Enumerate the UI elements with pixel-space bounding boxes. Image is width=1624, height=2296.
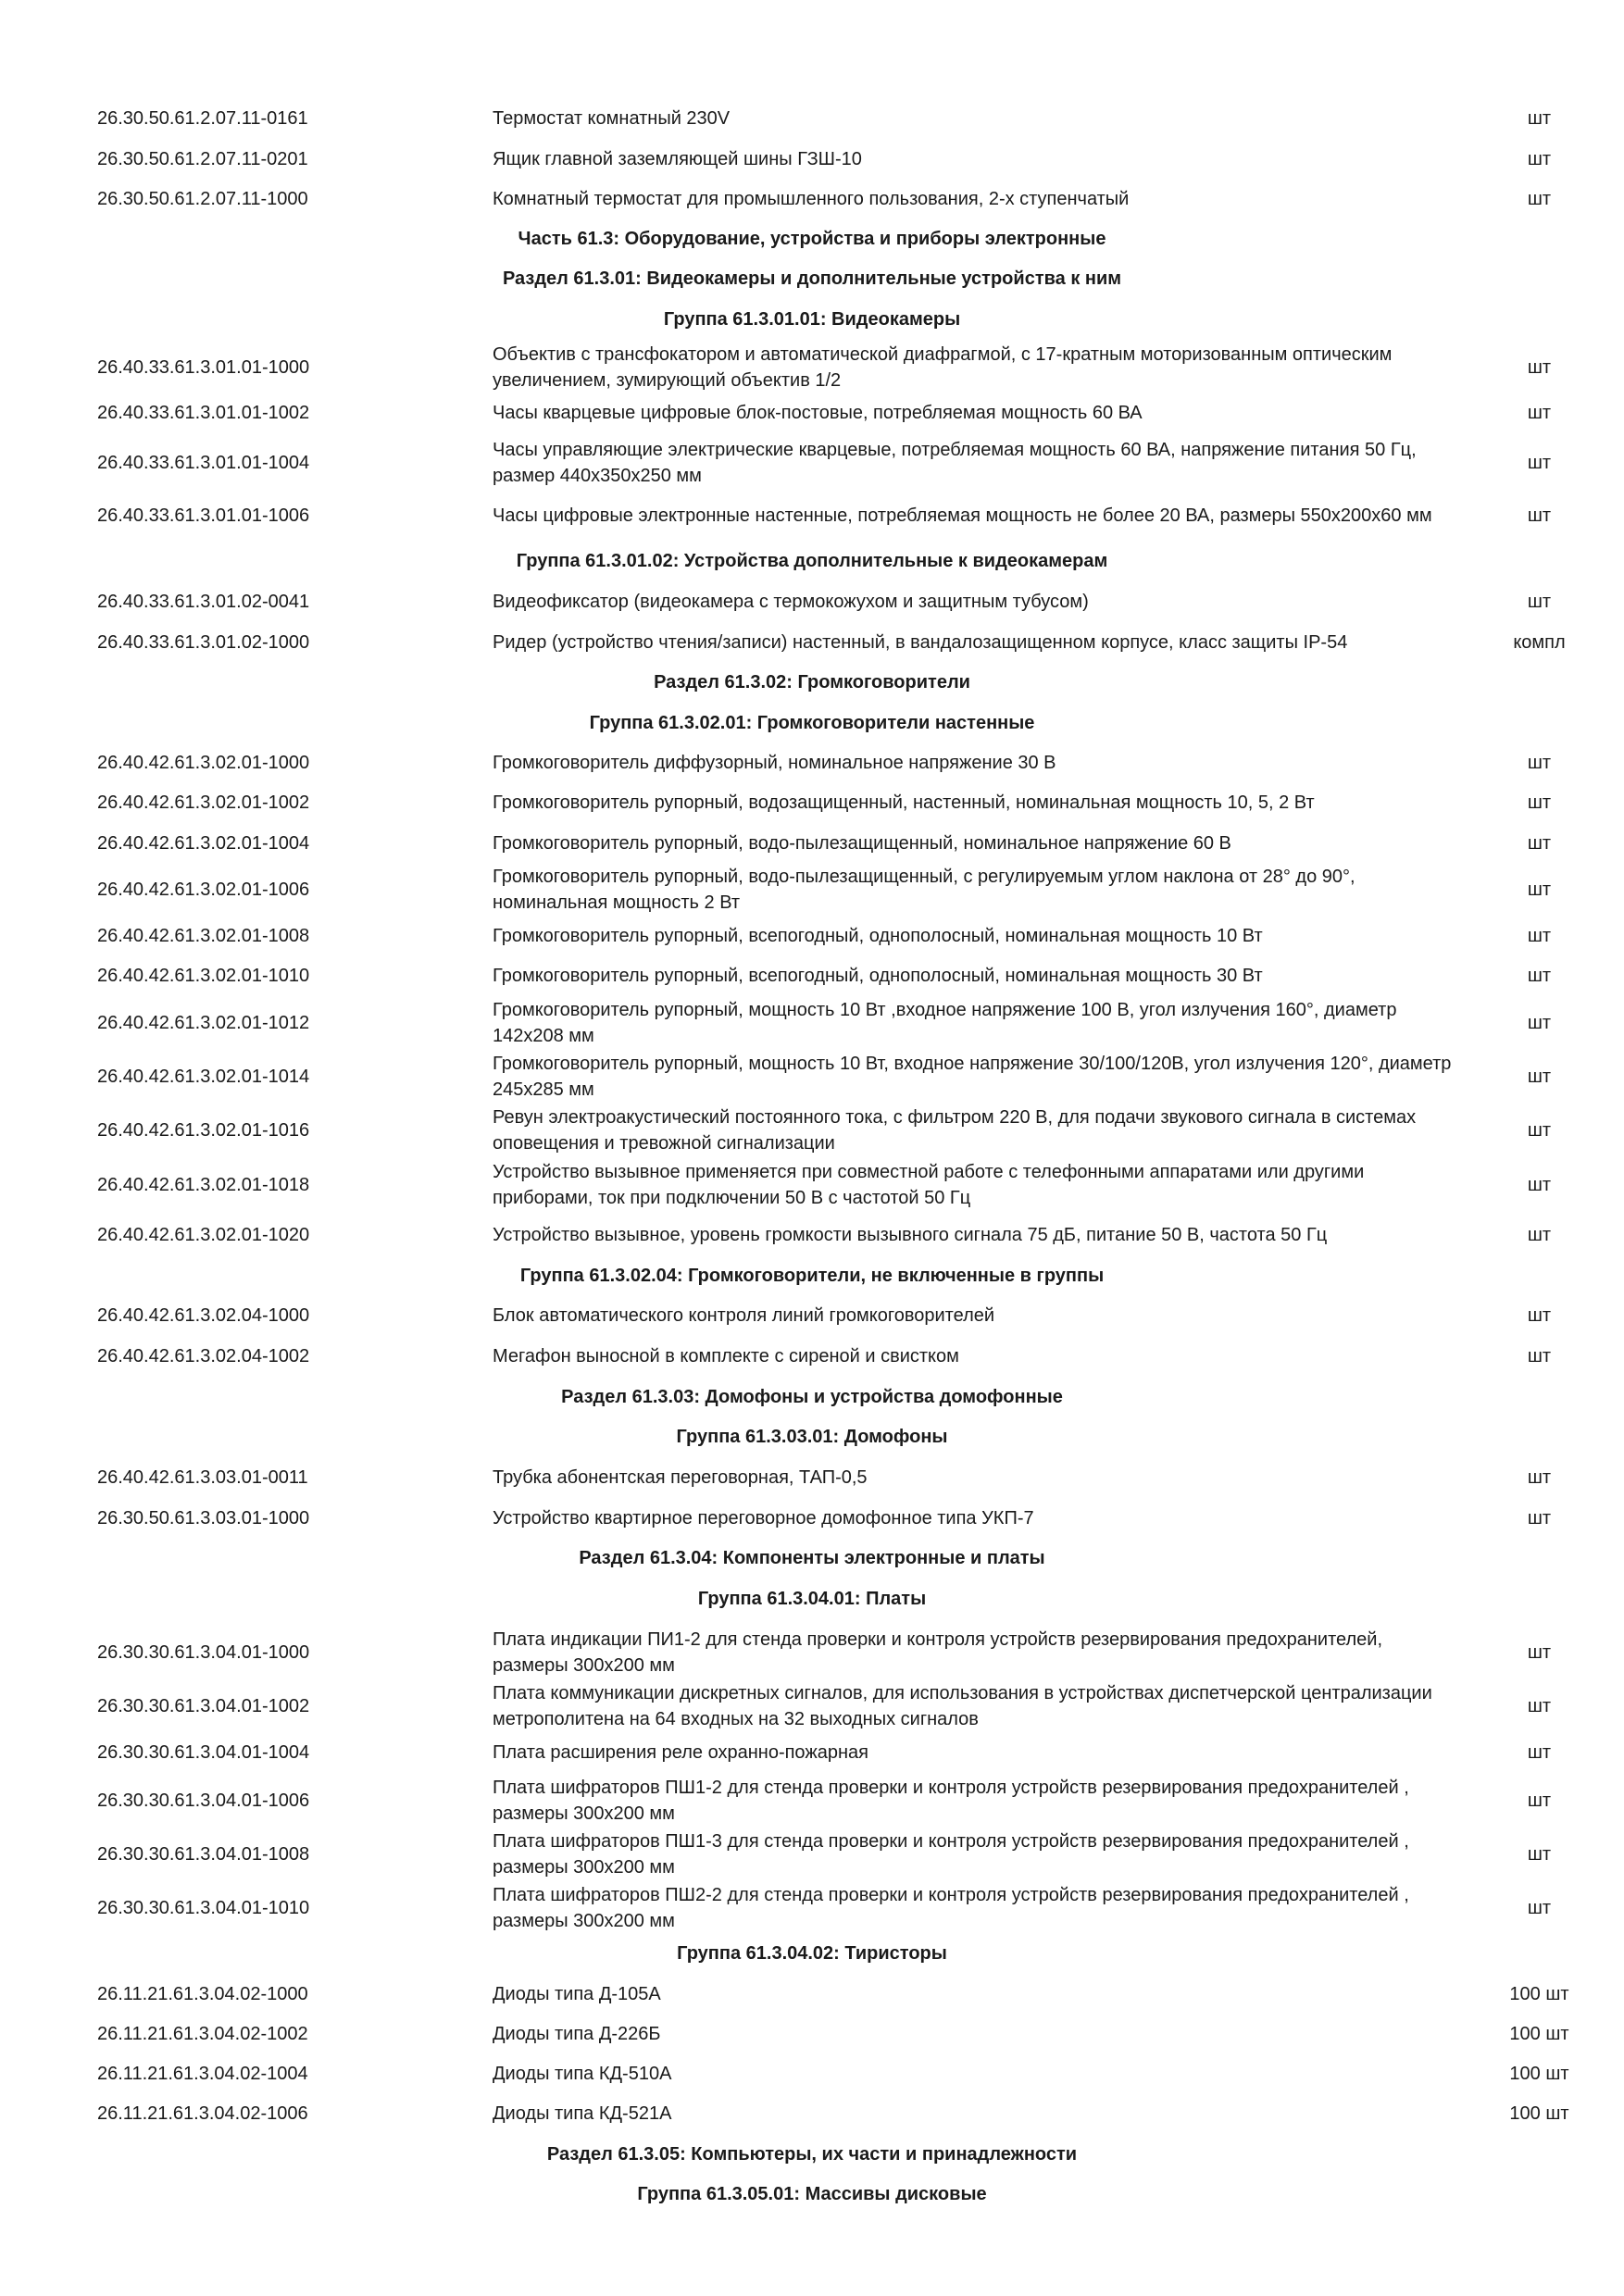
group-heading: Группа 61.3.03.01: Домофоны bbox=[676, 1426, 948, 1447]
item-description bbox=[493, 1626, 1455, 1679]
item-unit-text: шт bbox=[1527, 966, 1552, 986]
item-code-text: 26.11.21.61.3.04.02-1000 bbox=[97, 1984, 308, 2004]
item-description bbox=[493, 1050, 1455, 1104]
table-row bbox=[0, 1050, 1624, 1104]
item-unit-text: 100 шт bbox=[1509, 2064, 1569, 2084]
item-code bbox=[97, 628, 309, 657]
item-code bbox=[97, 1158, 309, 1212]
item-code bbox=[97, 996, 309, 1050]
item-code-text: 26.11.21.61.3.04.02-1006 bbox=[97, 2103, 308, 2124]
item-unit bbox=[1472, 489, 1606, 543]
item-code bbox=[97, 436, 309, 490]
item-unit bbox=[1472, 1679, 1606, 1733]
item-code bbox=[97, 748, 309, 778]
item-unit bbox=[1472, 144, 1606, 174]
item-unit-text: шт bbox=[1527, 403, 1552, 423]
item-code bbox=[97, 961, 309, 991]
item-unit bbox=[1472, 1504, 1606, 1533]
item-code bbox=[97, 184, 308, 214]
table-row bbox=[0, 961, 1624, 991]
item-description-text: Мегафон выносной в комплекте с сиреной и свистком bbox=[493, 1346, 959, 1366]
item-code bbox=[97, 144, 308, 174]
item-unit-text: шт bbox=[1527, 1642, 1552, 1663]
item-unit bbox=[1472, 341, 1606, 394]
item-code-text: 26.40.33.61.3.01.01-1006 bbox=[97, 505, 310, 526]
item-unit bbox=[1472, 1050, 1606, 1104]
item-unit bbox=[1472, 1979, 1606, 2009]
item-unit bbox=[1472, 184, 1606, 214]
item-code-text: 26.40.42.61.3.02.01-1002 bbox=[97, 792, 310, 813]
item-description bbox=[493, 1979, 1455, 2009]
item-description-text: Диоды типа Д-105А bbox=[493, 1984, 661, 2004]
item-description-text: Часы цифровые электронные настенные, потребляемая мощность не более 20 ВА, размеры 550х200х60 мм bbox=[493, 505, 1432, 526]
item-description bbox=[493, 1738, 1455, 1767]
table-row bbox=[0, 184, 1624, 214]
table-row bbox=[0, 1104, 1624, 1157]
item-code-text: 26.40.42.61.3.02.01-1012 bbox=[97, 1013, 310, 1033]
table-row bbox=[0, 829, 1624, 858]
item-code-text: 26.30.30.61.3.04.01-1010 bbox=[97, 1898, 310, 1918]
item-code bbox=[97, 489, 309, 543]
group-heading: Группа 61.3.01.01: Видеокамеры bbox=[663, 308, 961, 330]
item-unit-text: шт bbox=[1527, 1898, 1552, 1918]
item-unit-text: шт bbox=[1527, 1013, 1552, 1033]
item-code-text: 26.30.30.61.3.04.01-1006 bbox=[97, 1791, 310, 1811]
table-row bbox=[0, 2099, 1624, 2128]
table-row bbox=[0, 341, 1624, 394]
item-description bbox=[493, 2019, 1455, 2049]
item-description-text: Громкоговоритель рупорный, водо-пылезащищенный, номинальное напряжение 60 В bbox=[493, 833, 1231, 854]
item-unit bbox=[1472, 436, 1606, 490]
table-row bbox=[0, 144, 1624, 174]
table-row bbox=[0, 1158, 1624, 1212]
table-row bbox=[0, 2059, 1624, 2089]
item-unit-text: шт bbox=[1527, 1467, 1552, 1488]
table-row bbox=[0, 1828, 1624, 1881]
item-description bbox=[493, 788, 1455, 817]
item-description bbox=[493, 1774, 1455, 1828]
table-row bbox=[0, 587, 1624, 617]
item-unit bbox=[1472, 1341, 1606, 1371]
item-description-text: Плата шифраторов ПШ1-3 для стенда проверки и контроля устройств резервирования предохранителей , размеры 300х200 мм bbox=[493, 1831, 1409, 1878]
item-unit bbox=[1472, 748, 1606, 778]
item-unit-text: шт bbox=[1527, 1225, 1552, 1245]
item-unit-text: шт bbox=[1527, 1742, 1552, 1763]
table-row bbox=[0, 1774, 1624, 1828]
item-code-text: 26.30.30.61.3.04.01-1008 bbox=[97, 1844, 310, 1865]
item-description bbox=[493, 1828, 1455, 1881]
item-unit-text: шт bbox=[1527, 149, 1552, 169]
item-description bbox=[493, 996, 1455, 1050]
item-description bbox=[493, 1158, 1455, 1212]
item-description bbox=[493, 748, 1455, 778]
item-code bbox=[97, 587, 309, 617]
item-unit-text: шт bbox=[1527, 505, 1552, 526]
item-unit-text: шт bbox=[1527, 1346, 1552, 1366]
item-description-text: Громкоговоритель рупорный, мощность 10 Вт, входное напряжение 30/100/120В, угол излучения 120°, диаметр 245х285 мм bbox=[493, 1054, 1452, 1100]
item-code bbox=[97, 1881, 309, 1935]
item-description bbox=[493, 2059, 1455, 2089]
item-unit-text: шт bbox=[1527, 833, 1552, 854]
item-code bbox=[97, 341, 309, 394]
item-code-text: 26.40.42.61.3.02.01-1020 bbox=[97, 1225, 310, 1245]
table-row bbox=[0, 628, 1624, 657]
table-row bbox=[0, 489, 1624, 543]
section-heading: Раздел 61.3.04: Компоненты электронные и платы bbox=[579, 1547, 1045, 1568]
table-row bbox=[0, 863, 1624, 917]
table-row bbox=[0, 398, 1624, 428]
table-row bbox=[0, 2019, 1624, 2049]
item-code-text: 26.40.42.61.3.02.01-1016 bbox=[97, 1120, 310, 1141]
item-unit bbox=[1472, 1828, 1606, 1881]
section-heading: Раздел 61.3.05: Компьютеры, их части и принадлежности bbox=[546, 2143, 1078, 2165]
table-row bbox=[0, 748, 1624, 778]
item-description-text: Объектив с трансфокатором и автоматической диафрагмой, с 17-кратным моторизованным оптическим увеличением, зумирующий объектив 1/2 bbox=[493, 344, 1393, 391]
item-code-text: 26.30.50.61.2.07.11-1000 bbox=[97, 189, 308, 209]
item-code bbox=[97, 1679, 309, 1733]
item-unit-text: 100 шт bbox=[1509, 1984, 1569, 2004]
item-description bbox=[493, 863, 1455, 917]
item-unit-text: шт bbox=[1527, 926, 1552, 946]
item-code bbox=[97, 1774, 309, 1828]
item-description bbox=[493, 489, 1455, 543]
item-unit bbox=[1472, 2099, 1606, 2128]
item-code bbox=[97, 1504, 309, 1533]
item-code-text: 26.30.50.61.2.07.11-0201 bbox=[97, 149, 308, 169]
item-unit bbox=[1472, 829, 1606, 858]
item-code-text: 26.40.42.61.3.02.01-1000 bbox=[97, 753, 310, 773]
item-code bbox=[97, 2099, 308, 2128]
item-unit bbox=[1472, 104, 1606, 133]
item-code-text: 26.11.21.61.3.04.02-1002 bbox=[97, 2024, 308, 2044]
group-heading: Группа 61.3.01.02: Устройства дополнительные к видеокамерам bbox=[516, 550, 1108, 571]
item-unit-text: шт bbox=[1527, 880, 1552, 900]
item-description-text: Диоды типа КД-521А bbox=[493, 2103, 672, 2124]
section-heading: Раздел 61.3.03: Домофоны и устройства домофонные bbox=[561, 1386, 1063, 1407]
table-row bbox=[0, 1463, 1624, 1492]
table-row bbox=[0, 1881, 1624, 1935]
part-heading: Часть 61.3: Оборудование, устройства и приборы электронные bbox=[518, 228, 1106, 249]
group-heading: Группа 61.3.02.01: Громкоговорители настенные bbox=[589, 712, 1035, 733]
item-code-text: 26.40.42.61.3.02.01-1008 bbox=[97, 926, 310, 946]
item-code-text: 26.40.42.61.3.02.01-1010 bbox=[97, 966, 310, 986]
item-description bbox=[493, 1301, 1455, 1330]
item-description-text: Ревун электроакустический постоянного тока, с фильтром 220 В, для подачи звукового сигнала в системах оповещения и тревожной сигнализации bbox=[493, 1107, 1417, 1154]
item-code bbox=[97, 104, 308, 133]
table-row bbox=[0, 1738, 1624, 1767]
table-row bbox=[0, 996, 1624, 1050]
item-unit bbox=[1472, 1774, 1606, 1828]
item-description-text: Громкоговоритель рупорный, водозащищенный, настенный, номинальная мощность 10, 5, 2 Вт bbox=[493, 792, 1315, 813]
item-unit bbox=[1472, 996, 1606, 1050]
item-description-text: Плата индикации ПИ1-2 для стенда проверки и контроля устройств резервирования предохранителей, размеры 300х200 мм bbox=[493, 1629, 1383, 1676]
item-description-text: Диоды типа Д-226Б bbox=[493, 2024, 661, 2044]
item-unit-text: шт bbox=[1527, 1067, 1552, 1087]
item-description bbox=[493, 1504, 1455, 1533]
item-description-text: Ящик главной заземляющей шины ГЗШ-10 bbox=[493, 149, 862, 169]
item-code bbox=[97, 1463, 308, 1492]
item-unit-text: шт bbox=[1527, 1508, 1552, 1529]
item-unit bbox=[1472, 2059, 1606, 2089]
item-code-text: 26.11.21.61.3.04.02-1004 bbox=[97, 2064, 308, 2084]
item-unit bbox=[1472, 628, 1606, 657]
item-code bbox=[97, 1626, 309, 1679]
item-description bbox=[493, 104, 1455, 133]
item-code bbox=[97, 1050, 309, 1104]
item-code bbox=[97, 1104, 309, 1157]
item-code-text: 26.40.42.61.3.03.01-0011 bbox=[97, 1467, 308, 1488]
item-description-text: Комнатный термостат для промышленного пользования, 2-х ступенчатый bbox=[493, 189, 1130, 209]
item-description-text: Громкоговоритель рупорный, всепогодный, однополосный, номинальная мощность 30 Вт bbox=[493, 966, 1263, 986]
group-heading: Группа 61.3.04.02: Тиристоры bbox=[677, 1942, 947, 1964]
item-code-text: 26.30.30.61.3.04.01-1000 bbox=[97, 1642, 310, 1663]
item-code-text: 26.30.50.61.3.03.01-1000 bbox=[97, 1508, 310, 1529]
item-code-text: 26.30.30.61.3.04.01-1004 bbox=[97, 1742, 310, 1763]
item-description bbox=[493, 144, 1455, 174]
item-code-text: 26.40.33.61.3.01.01-1000 bbox=[97, 357, 310, 378]
item-code-text: 26.30.50.61.2.07.11-0161 bbox=[97, 108, 308, 129]
item-code bbox=[97, 829, 309, 858]
item-code bbox=[97, 1738, 309, 1767]
item-description-text: Устройство вызывное применяется при совместной работе с телефонными аппаратами или другими приборами, ток при подключении 50 В с частотой 50 Гц bbox=[493, 1162, 1365, 1208]
section-heading: Раздел 61.3.01: Видеокамеры и дополнительные устройства к ним bbox=[502, 268, 1122, 289]
item-unit bbox=[1472, 398, 1606, 428]
table-row bbox=[0, 1626, 1624, 1679]
item-unit-text: шт bbox=[1527, 1844, 1552, 1865]
item-unit-text: шт bbox=[1527, 592, 1552, 612]
item-unit-text: шт bbox=[1527, 453, 1552, 473]
item-unit-text: 100 шт bbox=[1509, 2103, 1569, 2124]
item-unit bbox=[1472, 1104, 1606, 1157]
item-code-text: 26.40.42.61.3.02.01-1014 bbox=[97, 1067, 310, 1087]
item-code bbox=[97, 2059, 308, 2089]
item-unit bbox=[1472, 1881, 1606, 1935]
item-code bbox=[97, 1979, 308, 2009]
item-code bbox=[97, 788, 309, 817]
item-code-text: 26.40.33.61.3.01.01-1004 bbox=[97, 453, 310, 473]
group-heading: Группа 61.3.02.04: Громкоговорители, не включенные в группы bbox=[519, 1265, 1105, 1286]
item-code-text: 26.40.33.61.3.01.02-1000 bbox=[97, 632, 310, 653]
item-description bbox=[493, 2099, 1455, 2128]
table-row bbox=[0, 1220, 1624, 1250]
item-unit-text: шт bbox=[1527, 792, 1552, 813]
item-unit-text: шт bbox=[1527, 1305, 1552, 1326]
item-unit-text: шт bbox=[1527, 357, 1552, 378]
item-description bbox=[493, 921, 1455, 951]
item-unit bbox=[1472, 921, 1606, 951]
item-unit-text: шт bbox=[1527, 1696, 1552, 1716]
item-unit-text: шт bbox=[1527, 1791, 1552, 1811]
item-description-text: Плата шифраторов ПШ1-2 для стенда проверки и контроля устройств резервирования предохранителей , размеры 300х200 мм bbox=[493, 1778, 1409, 1824]
table-row bbox=[0, 436, 1624, 490]
item-unit bbox=[1472, 1158, 1606, 1212]
item-description bbox=[493, 829, 1455, 858]
item-code-text: 26.40.33.61.3.01.02-0041 bbox=[97, 592, 310, 612]
item-description-text: Громкоговоритель диффузорный, номинальное напряжение 30 В bbox=[493, 753, 1056, 773]
item-description bbox=[493, 1341, 1455, 1371]
table-row bbox=[0, 104, 1624, 133]
item-unit bbox=[1472, 1220, 1606, 1250]
item-unit-text: шт bbox=[1527, 189, 1552, 209]
item-code bbox=[97, 1301, 309, 1330]
table-row bbox=[0, 788, 1624, 817]
item-code bbox=[97, 921, 309, 951]
item-description-text: Устройство квартирное переговорное домофонное типа УКП-7 bbox=[493, 1508, 1034, 1529]
item-unit-text: шт bbox=[1527, 1175, 1552, 1195]
item-description bbox=[493, 1463, 1455, 1492]
item-description bbox=[493, 398, 1455, 428]
item-unit-text: компл bbox=[1513, 632, 1566, 653]
item-code-text: 26.40.42.61.3.02.04-1002 bbox=[97, 1346, 310, 1366]
item-description bbox=[493, 628, 1455, 657]
item-unit-text: шт bbox=[1527, 753, 1552, 773]
item-description bbox=[493, 436, 1455, 490]
item-code-text: 26.40.42.61.3.02.01-1004 bbox=[97, 833, 310, 854]
item-description-text: Громкоговоритель рупорный, всепогодный, однополосный, номинальная мощность 10 Вт bbox=[493, 926, 1263, 946]
item-unit-text: 100 шт bbox=[1509, 2024, 1569, 2044]
table-row bbox=[0, 1679, 1624, 1733]
item-unit bbox=[1472, 788, 1606, 817]
item-description-text: Термостат комнатный 230V bbox=[493, 108, 731, 129]
item-code bbox=[97, 863, 309, 917]
item-description bbox=[493, 341, 1455, 394]
item-description-text: Плата коммуникации дискретных сигналов, для использования в устройствах диспетчерской централизации метрополитена на 64 входных на 32 выходных сигналов bbox=[493, 1683, 1432, 1729]
item-code bbox=[97, 2019, 308, 2049]
item-description-text: Часы кварцевые цифровые блок-постовые, потребляемая мощность 60 ВА bbox=[493, 403, 1143, 423]
item-description bbox=[493, 587, 1455, 617]
item-code-text: 26.40.42.61.3.02.01-1018 bbox=[97, 1175, 310, 1195]
item-description-text: Блок автоматического контроля линий громкоговорителей bbox=[493, 1305, 995, 1326]
item-description bbox=[493, 1104, 1455, 1157]
item-unit-text: шт bbox=[1527, 1120, 1552, 1141]
item-description-text: Устройство вызывное, уровень громкости вызывного сигнала 75 дБ, питание 50 В, частота 50 Гц bbox=[493, 1225, 1328, 1245]
item-description-text: Громкоговоритель рупорный, водо-пылезащищенный, с регулируемым углом наклона от 28° до 90°, номинальная мощность 2 Вт bbox=[493, 867, 1355, 913]
item-description-text: Ридер (устройство чтения/записи) настенный, в вандалозащищенном корпусе, класс защиты IP-54 bbox=[493, 632, 1348, 653]
item-code-text: 26.40.42.61.3.02.04-1000 bbox=[97, 1305, 310, 1326]
item-code bbox=[97, 398, 309, 428]
item-unit bbox=[1472, 1626, 1606, 1679]
table-row bbox=[0, 1301, 1624, 1330]
item-unit bbox=[1472, 1301, 1606, 1330]
item-description-text: Плата шифраторов ПШ2-2 для стенда проверки и контроля устройств резервирования предохранителей , размеры 300х200 мм bbox=[493, 1885, 1409, 1931]
item-code-text: 26.30.30.61.3.04.01-1002 bbox=[97, 1696, 310, 1716]
item-description-text: Диоды типа КД-510А bbox=[493, 2064, 672, 2084]
item-description-text: Громкоговоритель рупорный, мощность 10 Вт ,входное напряжение 100 В, угол излучения 160°, диаметр 142х208 мм bbox=[493, 1000, 1397, 1046]
item-description-text: Трубка абонентская переговорная, ТАП-0,5 bbox=[493, 1467, 868, 1488]
item-code-text: 26.40.33.61.3.01.01-1002 bbox=[97, 403, 310, 423]
table-row bbox=[0, 1341, 1624, 1371]
item-unit bbox=[1472, 587, 1606, 617]
item-unit bbox=[1472, 863, 1606, 917]
item-unit bbox=[1472, 1463, 1606, 1492]
item-unit-text: шт bbox=[1527, 108, 1552, 129]
item-description bbox=[493, 1220, 1455, 1250]
item-unit bbox=[1472, 961, 1606, 991]
item-description bbox=[493, 1881, 1455, 1935]
item-description-text: Видеофиксатор (видеокамера с термокожухом и защитным тубусом) bbox=[493, 592, 1089, 612]
table-row bbox=[0, 1504, 1624, 1533]
group-heading: Группа 61.3.04.01: Платы bbox=[697, 1588, 927, 1609]
item-unit bbox=[1472, 2019, 1606, 2049]
item-code bbox=[97, 1220, 309, 1250]
item-description bbox=[493, 961, 1455, 991]
group-heading: Группа 61.3.05.01: Массивы дисковые bbox=[637, 2183, 987, 2204]
item-description bbox=[493, 1679, 1455, 1733]
section-heading: Раздел 61.3.02: Громкоговорители bbox=[654, 671, 970, 693]
item-code bbox=[97, 1341, 309, 1371]
item-unit bbox=[1472, 1738, 1606, 1767]
item-description-text: Плата расширения реле охранно-пожарная bbox=[493, 1742, 868, 1763]
table-row bbox=[0, 921, 1624, 951]
item-code bbox=[97, 1828, 309, 1881]
item-description-text: Часы управляющие электрические кварцевые, потребляемая мощность 60 ВА, напряжение питания 50 Гц, размер 440х350х250 мм bbox=[493, 440, 1417, 486]
item-code-text: 26.40.42.61.3.02.01-1006 bbox=[97, 880, 310, 900]
table-row bbox=[0, 1979, 1624, 2009]
item-description bbox=[493, 184, 1455, 214]
